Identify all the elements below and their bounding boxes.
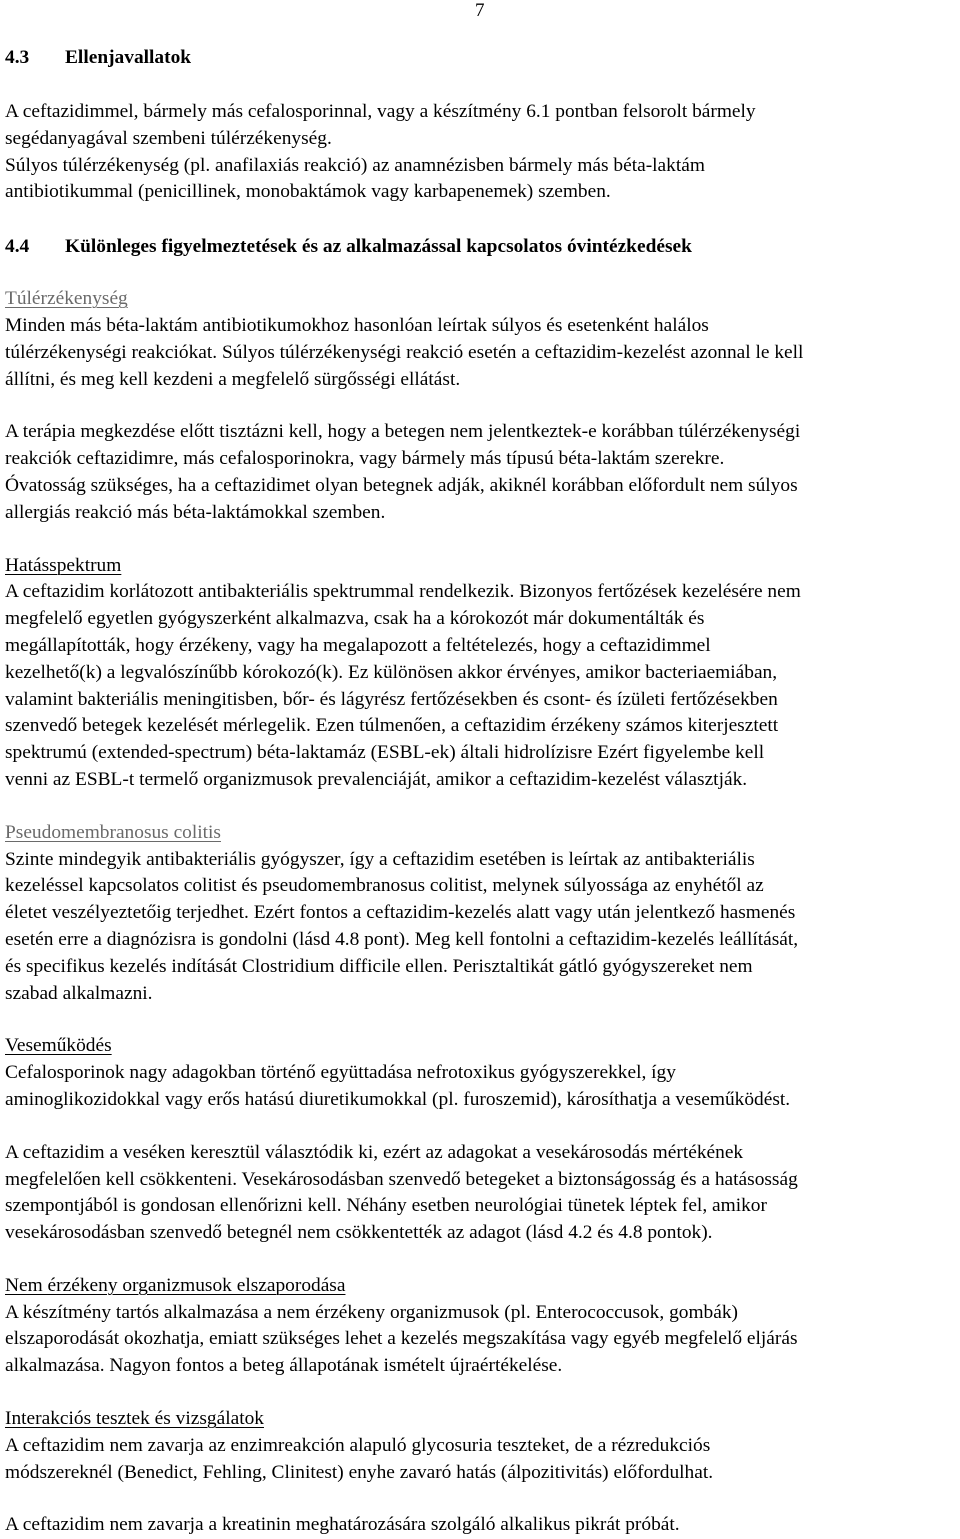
text-line: állítni, és meg kell kezdeni a megfelelő sürgősségi ellátást.	[5, 368, 461, 390]
text-line: esetén erre a diagnózisra is gondolni (lásd 4.8 pont). Meg kell fontolni a ceftazidim-kezelés leállítását,	[5, 928, 799, 950]
text-line: megállapították, hogy érzékeny, vagy ha megalapozott a feltételezés, hogy a ceftazidimmel	[5, 634, 711, 656]
text-line: szempontjából is gondosan ellenőrizni kell. Néhány esetben neurológiai tünetek léptek fel, amikor	[5, 1195, 767, 1217]
contraindications-paragraph	[5, 99, 957, 206]
text-line: kezelhető(k) a legvalószínűbb kórokozó(k). Ez különösen akkor érvényes, amikor bacteriaemiában,	[5, 661, 778, 683]
text-line: antibiotikummal (penicillinek, monobaktámok vagy karbapenemek) szemben.	[5, 181, 611, 203]
text-line: Szinte mindegyik antibakteriális gyógyszer, így a ceftazidim esetében is leírtak az antibakteriális	[5, 848, 755, 870]
text-line: reakciók ceftazidimre, más cefalosporinokra, vagy bármely más típusú béta-laktám szerekre.	[5, 448, 725, 470]
overgrowth-paragraph	[5, 1300, 957, 1380]
text-line: allergiás reakció más béta-laktámokkal szemben.	[5, 501, 386, 523]
text-line: életet veszélyeztetőig terjedhet. Ezért fontos a ceftazidim-kezelés alatt vagy után jelentkező hasmenés	[5, 902, 796, 924]
document-body	[5, 44, 957, 1539]
section-title: Különleges figyelmeztetések és az alkalmazással kapcsolatos óvintézkedések	[65, 236, 692, 258]
text-line: kezeléssel kapcsolatos colitist és pseudomembranosus colitist, melynek súlyossága az enyhétől az	[5, 875, 764, 897]
text-line: venni az ESBL-t termelő organizmusok prevalenciáját, amikor a ceftazidim-kezelést választják.	[5, 768, 748, 790]
text-line: aminoglikozidokkal vagy erős hatású diuretikumokkal (pl. furoszemid), károsíthatja a veseműködést.	[5, 1088, 791, 1110]
text-line: segédanyagával szembeni túlérzékenység.	[5, 127, 332, 149]
text-line: szenvedő betegek kezelését mérlegelik. Ezen túlmenően, a ceftazidim érzékeny számos kiterjesztett	[5, 715, 779, 737]
text-line: vesekárosodásban szenvedő betegnél nem csökkentették az adagot (lásd 4.2 és 4.8 pontok).	[5, 1222, 713, 1244]
page-number: 7	[475, 0, 485, 21]
subheading-overgrowth: Nem érzékeny organizmusok elszaporodása	[5, 1274, 346, 1296]
text-line: és specifikus kezelés indítását Clostridium difficile ellen. Perisztaltikát gátló gyógyszereket nem	[5, 955, 753, 977]
spectrum-paragraph	[5, 579, 957, 793]
text-line: A készítmény tartós alkalmazása a nem érzékeny organizmusok (pl. Enterococcusok, gombák)	[5, 1301, 738, 1323]
colitis-paragraph	[5, 847, 957, 1008]
renal-paragraph-1	[5, 1060, 957, 1114]
section-title: Ellenjavallatok	[65, 47, 192, 68]
text-line: módszereknél (Benedict, Fehling, Clinitest) enyhe zavaró hatás (álpozitivitás) előfordulhat.	[5, 1461, 714, 1483]
hypersensitivity-paragraph-2	[5, 419, 957, 526]
text-line: A ceftazidim a veséken keresztül választódik ki, ezért az adagokat a vesekárosodás mértékének	[5, 1141, 744, 1163]
section-heading-4-4	[5, 233, 957, 261]
text-line: megfelelően kell csökkenteni. Vesekárosodásban szenvedő betegeket a biztonságosság és a hatásosság	[5, 1168, 798, 1190]
text-line: A ceftazidim nem zavarja az enzimreakción alapuló glycosuria teszteket, de a rézredukciós	[5, 1434, 711, 1456]
renal-paragraph-2	[5, 1140, 957, 1247]
interactions-paragraph-2	[5, 1512, 957, 1539]
text-line: elszaporodását okozhatja, emiatt szükséges lehet a kezelés megszakítása vagy egyéb megfelelő eljárás	[5, 1328, 798, 1350]
text-line: A ceftazidim korlátozott antibakteriális spektrummal rendelkezik. Bizonyos fertőzések kezelésére nem	[5, 581, 801, 603]
text-line: alkalmazása. Nagyon fontos a beteg állapotának ismételt újraértékelése.	[5, 1355, 563, 1377]
text-line: A terápia megkezdése előtt tisztázni kell, hogy a betegen nem jelentkeztek-e korábban túlérzékenységi	[5, 421, 801, 443]
section-number: 4.4	[5, 236, 30, 258]
text-line: valamint bakteriális meningitisben, bőr- és lágyrész fertőzésekben és csont- és ízületi fertőzésekben	[5, 688, 778, 710]
subheading-interactions: Interakciós tesztek és vizsgálatok	[5, 1408, 264, 1430]
text-line: spektrumú (extended-spectrum) béta-laktamáz (ESBL-ek) általi hidrolízisre Ezért figyelembe kell	[5, 742, 765, 764]
text-line: szabad alkalmazni.	[5, 982, 153, 1004]
subheading-colitis: Pseudomembranosus colitis	[5, 821, 221, 843]
text-line: Minden más béta-laktám antibiotikumokhoz hasonlóan leírtak súlyos és esetenként halálos	[5, 314, 709, 336]
text-line: A ceftazidimmel, bármely más cefalosporinnal, vagy a készítmény 6.1 pontban felsorolt bármely	[5, 101, 756, 122]
text-line: Cefalosporinok nagy adagokban történő együttadása nefrotoxikus gyógyszerekkel, így	[5, 1062, 676, 1084]
subheading-hypersensitivity: Túlérzékenység	[5, 288, 128, 310]
hypersensitivity-paragraph-1	[5, 313, 957, 393]
section-number: 4.3	[5, 47, 30, 68]
text-line: Óvatosság szükséges, ha a ceftazidimet olyan betegnek adják, akiknél korábban előfordult nem súlyos	[5, 474, 798, 496]
subheading-spectrum: Hatásspektrum	[5, 554, 122, 576]
text-line: túlérzékenységi reakciókat. Súlyos túlérzékenységi reakció esetén a ceftazidim-kezelést azonnal le kell	[5, 341, 804, 363]
interactions-paragraph-1	[5, 1433, 957, 1487]
text-line: Súlyos túlérzékenység (pl. anafilaxiás reakció) az anamnézisben bármely más béta-laktám	[5, 154, 705, 176]
section-heading-4-3	[5, 44, 957, 72]
subheading-renal: Veseműködés	[5, 1035, 112, 1057]
text-line: megfelelő egyetlen gyógyszerként alkalmazva, csak ha a kórokozót már dokumentálták és	[5, 608, 705, 630]
text-line: A ceftazidim nem zavarja a kreatinin meghatározására szolgáló alkalikus pikrát próbát.	[5, 1514, 680, 1536]
